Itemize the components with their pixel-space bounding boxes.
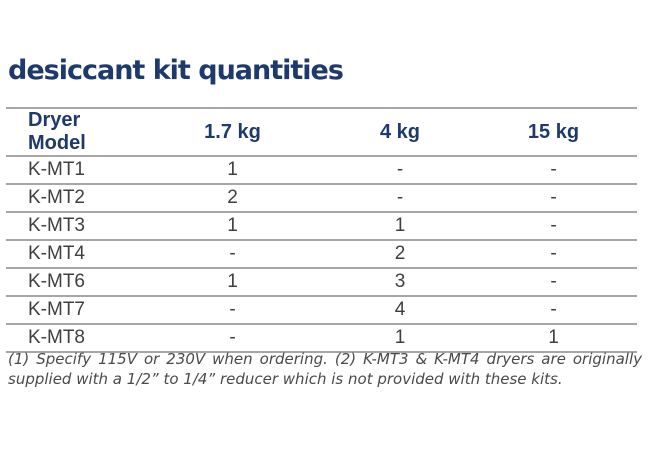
qty-4kg-cell: 3 [394,271,406,292]
qty-4kg-cell: - [396,187,404,208]
table-row [6,296,637,324]
column-header-1-7kg: 1.7 kg [204,120,261,143]
model-cell: K-MT7 [28,299,85,320]
table-row [6,156,637,184]
qty-4kg-cell: 2 [394,243,406,264]
qty-4kg-cell: 4 [394,299,406,320]
qty-15kg-cell: - [550,215,557,236]
qty-1-7kg-cell: - [229,327,236,348]
table-row [6,324,637,352]
column-header-dryer-model: Dryer Model [28,109,86,154]
table-body [6,156,637,352]
qty-15kg-cell: - [550,299,557,320]
qty-1-7kg-cell: 1 [227,271,238,292]
table-header [6,108,637,156]
qty-15kg-cell: 1 [548,327,559,348]
model-cell: K-MT4 [28,243,85,264]
qty-1-7kg-cell: - [229,243,236,264]
desiccant-kit-table [6,107,637,353]
qty-15kg-cell: - [550,271,557,292]
table-row [6,268,637,296]
model-cell: K-MT2 [28,187,85,208]
model-cell: K-MT6 [28,271,85,292]
table-row [6,240,637,268]
qty-1-7kg-cell: 2 [227,187,238,208]
table-row [6,212,637,240]
qty-15kg-cell: - [550,159,557,180]
model-cell: K-MT8 [28,327,85,348]
column-header-4kg: 4 kg [379,120,421,143]
qty-1-7kg-cell: - [229,299,236,320]
table-header-row [6,108,637,156]
qty-4kg-cell: 1 [394,215,406,236]
qty-1-7kg-cell: 1 [227,159,238,180]
page-title: desiccant kit quantities [8,55,343,86]
qty-4kg-cell: - [396,159,404,180]
qty-1-7kg-cell: 1 [227,215,238,236]
model-cell: K-MT1 [28,159,85,180]
footnote-text: (1) Specify 115V or 230V when ordering. (2) K-MT3 & K-MT4 dryers are originally supplied with a 1/2” to 1/4” reducer which is not provided with these kits. [8,350,642,389]
qty-15kg-cell: - [550,243,557,264]
model-cell: K-MT3 [28,215,85,236]
qty-15kg-cell: - [550,187,557,208]
table-row [6,184,637,212]
qty-4kg-cell: 1 [394,327,406,348]
column-header-15kg: 15 kg [527,120,580,143]
